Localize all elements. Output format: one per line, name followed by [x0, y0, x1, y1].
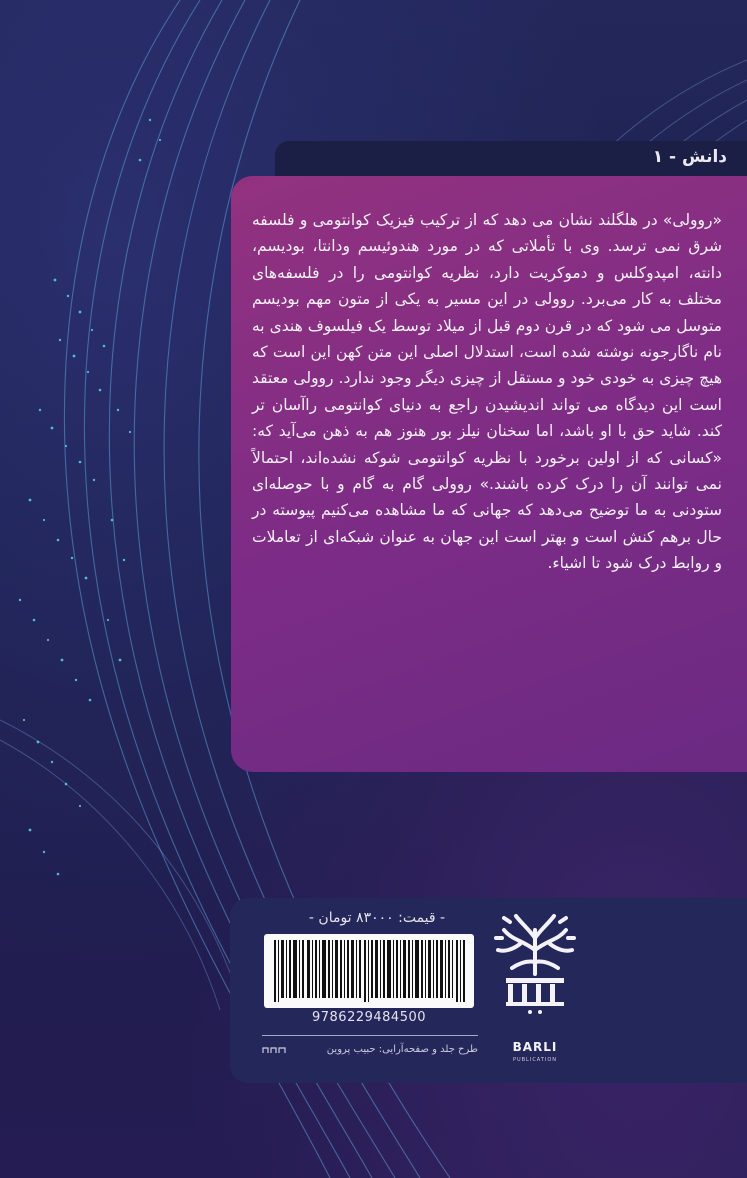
series-label: دانش - ۱ [652, 147, 727, 167]
series-tab [275, 141, 747, 177]
publisher-name: BARLI [512, 1040, 558, 1054]
price-label: - قیمت: ۸۳۰۰۰ تومان - [308, 910, 446, 926]
isbn-number: 9786229484500 [311, 1010, 427, 1025]
divider [262, 1035, 478, 1036]
barcode-icon [272, 940, 466, 1002]
barcode [264, 934, 474, 1008]
body-paragraph: «روولی» در هلگلند نشان می دهد که از ترکیب فیزیک کوانتومی و فلسفه شرق نمی ترسد. وی با تأملاتی که در مورد هندوئیسم ودانتا، بودیسم، دانته، امپدوکلس و دموکریت دارد، نظریه کوانتومی را در فلسفه‌های مختلف به کار می‌برد. روولی در این مسیر به یکی از متون مهم بودیسم متوسل می شود که در قرن دوم قبل از میلاد توسط یک فیلسوف هندی به نام ناگارجونه نوشته شده است، استدلال اصلی این متن کهن این است که هیچ چیزی به خودی خود و مستقل از چیزی دیگر وجود ندارد. روولی معتقد است این دیدگاه می تواند اندیشیدن راجع به دنیای کوانتومی راآسان تر کند. شاید حق با او باشد، اما سخنان نیلز بور هنوز هم به ذهن می‌آید که: «کسانی که از اولین برخورد با نظریه کوانتومی شوکه نشده‌اند، احتمالاً نمی توانند آن را درک کرده باشند.» روولی گام به گام و با حوصله‌ای ستودنی به ما توضیح می‌دهد که جهانی که ما مشاهده می‌کنیم پیوسته در حال برهم کنش است و بهتر است این جهان به عنوان شبکه‌ای از تعاملات و روابط درک شود تا اشیاء. [252, 211, 722, 573]
design-credit: طرح جلد و صفحه‌آرایی: حبیب پروین [326, 1044, 478, 1055]
description-text [252, 207, 722, 577]
publisher-logo-icon [492, 910, 578, 1018]
publisher-subtitle: PUBLICATION [512, 1057, 558, 1063]
